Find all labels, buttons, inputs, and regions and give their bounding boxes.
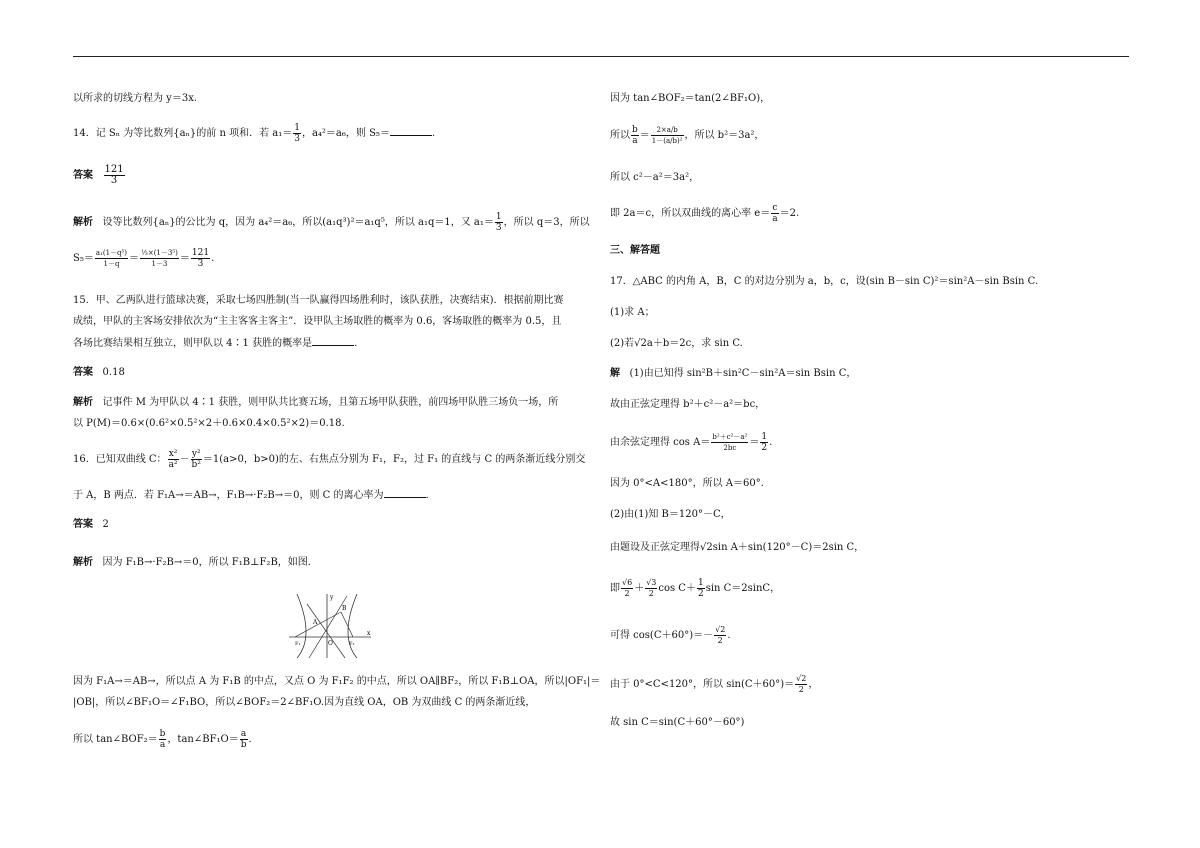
right-line-4: 即 2a＝c，所以双曲线的离心率 e＝ $\frac{c}{a}$ ＝2. bbox=[610, 203, 800, 224]
solution-label: 解析 bbox=[73, 217, 93, 228]
section-heading: 三、解答题 bbox=[610, 245, 660, 256]
solution-17-line9: 由于 0°<C<120°，所以 sin(C＋60°)＝ $\frac{√2}{2}$ ， bbox=[610, 674, 819, 694]
hyperbola-figure bbox=[287, 590, 377, 660]
label-y: y bbox=[330, 594, 334, 601]
solution-16-line4: 所以 tan∠BOF₂＝ $\frac{b}{a}$ ，tan∠BF₁O＝ $\frac{a}{b}$ . bbox=[73, 729, 252, 750]
right-line-3: 所以 c²－a²＝3a²， bbox=[610, 172, 700, 183]
prev-answer-line: 以所求的切线方程为 y＝3x. bbox=[73, 93, 198, 104]
solution-16-line2: 因为 F₁A→＝AB→，所以点 A 为 F₁B 的中点，又点 O 为 F₁F₂ 的中点，所以 OA∥BF₂，所以 F₁B⊥OA，所以|OF₁|＝ bbox=[73, 676, 601, 687]
right-branch bbox=[348, 594, 357, 658]
solution-16-line1: 解析 因为 F₁B→·F₂B→＝0，所以 F₁B⊥F₂B，如图． bbox=[73, 557, 318, 568]
solution-17-line1: 解 (1)由已知得 sin²B＋sin²C－sin²A＝sin Bsin C， bbox=[610, 368, 857, 379]
answer-blank bbox=[384, 487, 426, 498]
fraction: $\frac{1}{3}$ bbox=[294, 123, 300, 144]
question-15-line2: 成绩，甲队的主客场安排依次为“主主客客主客主”．设甲队主场取胜的概率为 0.6，客场取胜的概率为 0.5，且 bbox=[73, 316, 562, 327]
solution-17-line10: 故 sin C＝sin(C＋60°－60°) bbox=[610, 717, 745, 728]
question-15-line3: 各场比赛结果相互独立，则甲队以 4∶1 获胜的概率是 . bbox=[73, 335, 357, 351]
label-o: O bbox=[328, 640, 333, 647]
label-f2: F₂ bbox=[349, 641, 355, 647]
question-17-line2: (1)求 A； bbox=[610, 307, 655, 318]
solution-17-line3: 由余弦定理得 cos A＝ $\frac{\text{b²＋c²－a²}}{2bc}$ ＝ $\frac{1}{2}$ . bbox=[610, 432, 773, 453]
solution-17-line4: 因为 0°<A<180°，所以 A＝60°. bbox=[610, 478, 764, 489]
answer-blank bbox=[312, 335, 354, 346]
solution-14-line2: S₅＝ $\frac{\text{a₁(1－q⁵)}}{1-q}$ ＝ $\frac{\text{⅓×(1－3⁵)}}{1-3}$ ＝ $\frac{121}{3}$ . bbox=[73, 248, 215, 269]
label-a: A bbox=[313, 619, 318, 626]
answer-16: 答案 2 bbox=[73, 519, 109, 530]
question-15-line1: 15．甲、乙两队进行篮球决赛，采取七场四胜制(当一队赢得四场胜利时，该队获胜，决赛结束)．根据前期比赛 bbox=[73, 295, 564, 306]
header-rule bbox=[73, 56, 1129, 57]
asymptote-2 bbox=[307, 604, 345, 658]
question-17-line1: 17．△ABC 的内角 A，B，C 的对边分别为 a，b，c，设(sin B－sin C)²＝sin²A－sin Bsin C. bbox=[610, 276, 1039, 287]
solution-15-line2: 以 P(M)＝0.6×(0.6²×0.5²×2＋0.6×0.4×0.5²×2)＝0.18. bbox=[73, 418, 345, 429]
answer-label: 答案 bbox=[73, 170, 93, 181]
question-17-line3: (2)若√2a＋b＝2c，求 sin C. bbox=[610, 338, 743, 349]
line-b-f2 bbox=[341, 612, 353, 637]
solution-17-line8: 可得 cos(C＋60°)＝－ $\frac{√2}{2}$ . bbox=[610, 625, 731, 645]
right-line-1: 因为 tan∠BOF₂＝tan(2∠BF₁O)， bbox=[610, 93, 771, 104]
solution-15-line1: 解析 记事件 M 为甲队以 4∶1 获胜，则甲队共比赛五场，且第五场甲队获胜，前四场甲队胜三场负一场，所 bbox=[73, 397, 559, 408]
solution-14-line1: 解析 设等比数列{aₙ}的公比为 q，因为 a₄²＝a₆，所以(a₁q³)²＝a₁q⁵，所以 a₁q＝1，又 a₁＝ $\frac{1}{3}$ ，所以 q＝3，所以 bbox=[73, 212, 590, 233]
solution-17-line7: 即 $\frac{√6}{2}$ ＋ $\frac{√3}{2}$ cos C＋ $\frac{1}{2}$ sin C＝2sinC， bbox=[610, 578, 781, 599]
line-f1-b bbox=[295, 612, 341, 637]
solution-17-line6: 由题设及正弦定理得√2sin A＋sin(120°－C)＝2sin C， bbox=[610, 542, 865, 553]
solution-16-line3: |OB|，所以∠BF₁O＝∠F₁BO，所以∠BOF₂＝2∠BF₁O.因为直线 OA，OB 为双曲线 C 的两条渐近线， bbox=[73, 697, 536, 708]
question-16-line2: 于 A，B 两点．若 F₁A→＝AB→，F₁B→·F₂B→＝0，则 C 的离心率为 . bbox=[73, 487, 429, 503]
solution-17-line2: 故由正弦定理得 b²＋c²－a²＝bc， bbox=[610, 399, 766, 410]
answer-14: 答案 $\frac{121}{3}$ bbox=[73, 164, 124, 186]
answer-blank bbox=[390, 125, 432, 136]
solution-17-line5: (2)由(1)知 B＝120°－C， bbox=[610, 509, 731, 520]
label-x: x bbox=[367, 630, 371, 637]
answer-15: 答案 0.18 bbox=[73, 367, 125, 378]
question-16-line1: 16．已知双曲线 C： $\frac{\text{x²}}{\text{a²}}$ － $\frac{\text{y²}}{\text{b²}}$ ＝1(a>0，b>0)的左、右焦点分别为 F₁，F₂，过 F₁ 的直线与 C 的两条渐近线分别交 bbox=[73, 449, 586, 470]
label-f1: F₁ bbox=[295, 641, 301, 647]
label-b: B bbox=[342, 605, 347, 612]
question-14: 14．记 Sₙ 为等比数列{aₙ}的前 n 项和．若 a₁＝ $\frac{1}{3}$ ，a₄²＝a₆，则 S₅＝ . bbox=[73, 123, 436, 144]
left-branch bbox=[297, 594, 306, 658]
right-line-2: 所以 $\frac{b}{a}$ ＝ $\frac{2\times a/b}{\text{1－(a/b)²}}$ ，所以 b²＝3a²， bbox=[610, 125, 765, 146]
